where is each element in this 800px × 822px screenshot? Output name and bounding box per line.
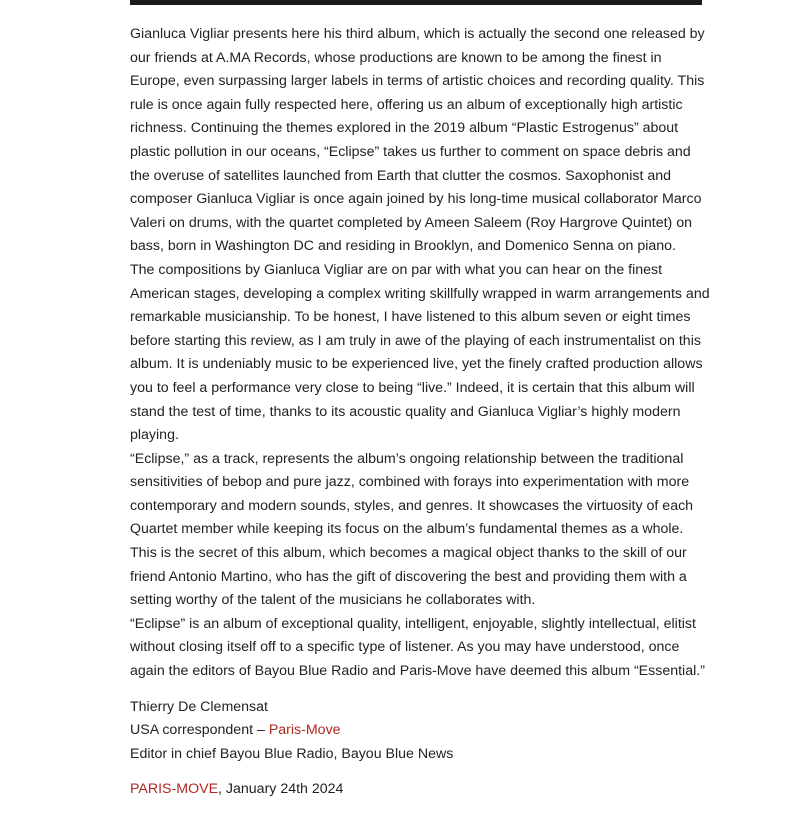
author-role-prefix: USA correspondent – [130,722,269,739]
paris-move-source-link[interactable]: PARIS-MOVE [130,781,219,798]
article-paragraph: The compositions by Gianluca Vigliar are on par with what you can hear on the finest American stages, developing a complex writing skillfully wrapped in warm arrangements and remarkable musicianship. To be honest, I have listened to this album seven or eight times before starting this review, as I am truly in awe of the playing of each instrumentalist on this album. It is undeniably music to be experienced live, yet the finely crafted production allows you to feel a performance very close to being “live.” Indeed, it is certain that this album will stand the test of time, thanks to its acoustic quality and Gianluca Vigliar’s highly modern playing. [130,261,710,444]
publication-dateline [130,778,710,802]
paris-move-link[interactable]: Paris-Move [268,722,341,739]
article-paragraph: “Eclipse,” as a track, represents the album’s ongoing relationship between the traditional sensitivities of bebop and pure jazz, combined with forays into experimentation with more contemporary and modern sounds, styles, and genres. It showcases the virtuosity of each Quartet member while keeping its focus on the album’s fundamental themes as a whole. This is the secret of this album, which becomes a magical object thanks to the skill of our friend Antonio Martino, who has the gift of discovering the best and providing them with a setting worthy of the talent of the musicians he collaborates with. [130,450,694,609]
publication-date: , January 24th 2024 [218,781,344,798]
author-editor-line: Editor in chief Bayou Blue Radio, Bayou Blue News [130,745,454,762]
media-player-bar-edge [130,0,702,5]
article-body [130,23,710,802]
author-role [130,719,710,743]
article-paragraph: Gianluca Vigliar presents here his third album, which is actually the second one released by our friends at A.MA Records, whose productions are known to be among the finest in Europe, even surpassing larger labels in terms of artistic choices and recording quality. This rule is once again fully respected here, offering us an album of exceptionally high artistic richness. Continuing the themes explored in the 2019 album “Plastic Estrogenus” about plastic pollution in our oceans, “Eclipse” takes us further to comment on space debris and the overuse of satellites launched from Earth that clutter the cosmos. Saxophonist and composer Gianluca Vigliar is once again joined by his long-time musical collaborator Marco Valeri on drums, with the quartet completed by Ameen Saleem (Roy Hargrove Quintet) on bass, born in Washington DC and residing in Brooklyn, and Domenico Senna on piano. [130,26,705,255]
author-name: Thierry De Clemensat [130,698,268,715]
article-paragraph: “Eclipse” is an album of exceptional quality, intelligent, enjoyable, slightly intellectual, elitist without closing itself off to a specific type of listener. As you may have understood, once again the editors of Bayou Blue Radio and Paris-Move have deemed this album “Essential.” [130,615,705,680]
